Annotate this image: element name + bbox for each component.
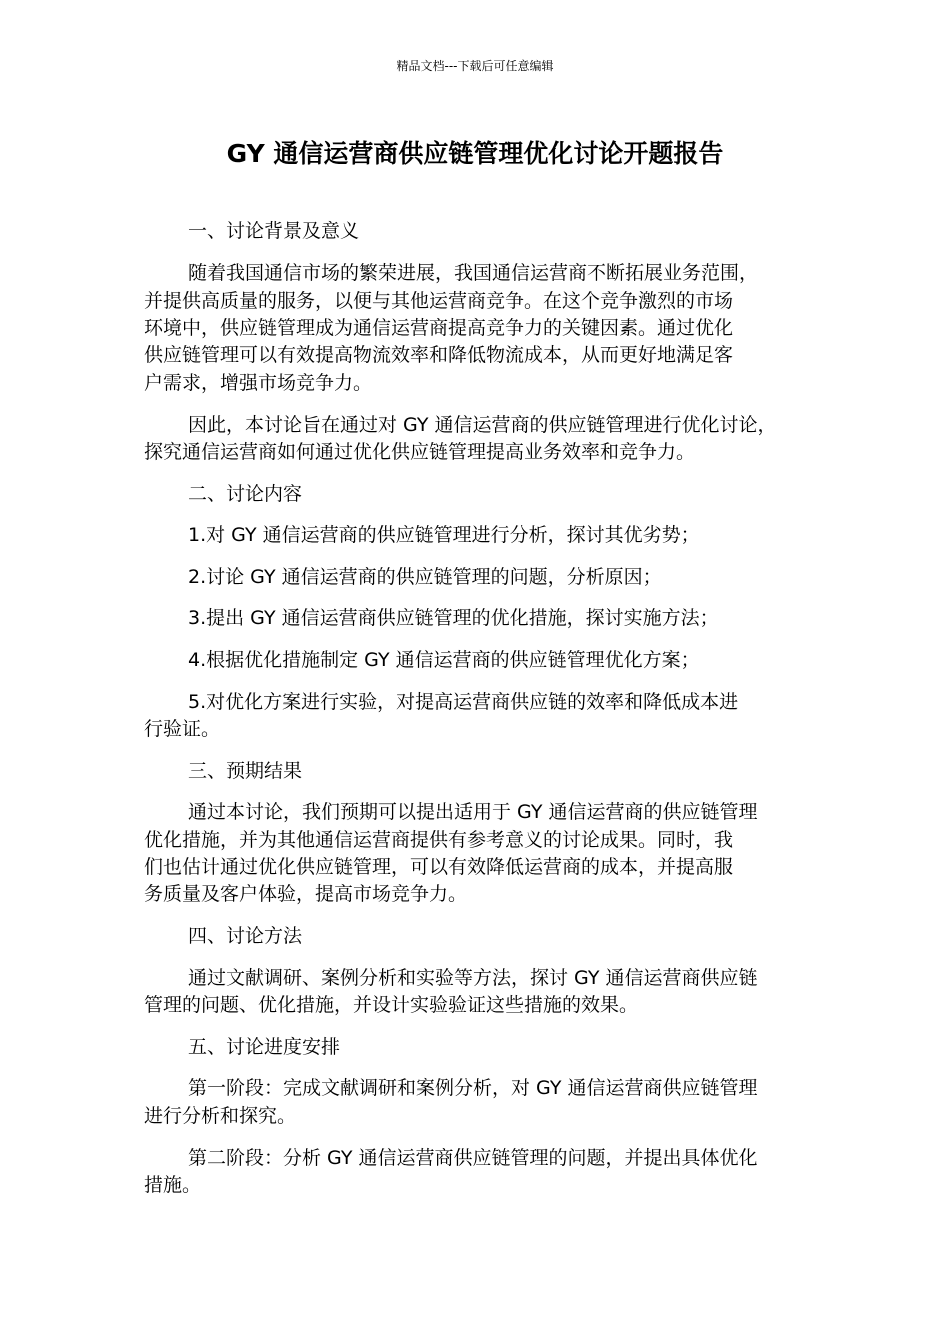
paragraph-line: 们也估计通过优化供应链管理，可以有效降低运营商的成本，并提高服	[144, 856, 734, 878]
document-title: GY 通信运营商供应链管理优化讨论开题报告	[226, 139, 724, 168]
paragraph-line: 户需求，增强市场竞争力。	[144, 372, 373, 394]
paragraph-line: 因此，本讨论旨在通过对 GY 通信运营商的供应链管理进行优化讨论，	[188, 414, 777, 436]
list-item: 行验证。	[144, 718, 221, 740]
list-item: 3.提出 GY 通信运营商供应链管理的优化措施，探讨实施方法；	[188, 607, 719, 629]
page-header: 精品文档---下载后可任意编辑	[396, 59, 554, 73]
paragraph-line: 第一阶段：完成文献调研和案例分析，对 GY 通信运营商供应链管理	[188, 1077, 758, 1099]
paragraph-line: 优化措施，并为其他通信运营商提供有参考意义的讨论成果。同时，我	[144, 829, 734, 851]
section-heading: 五、讨论进度安排	[188, 1036, 341, 1058]
paragraph-line: 措施。	[144, 1174, 202, 1196]
section-heading: 四、讨论方法	[188, 925, 303, 947]
section-heading: 二、讨论内容	[188, 483, 303, 505]
section-heading: 三、预期结果	[188, 760, 303, 782]
paragraph-line: 通过本讨论，我们预期可以提出适用于 GY 通信运营商的供应链管理	[188, 801, 758, 823]
list-item: 5.对优化方案进行实验，对提高运营商供应链的效率和降低成本进	[188, 691, 739, 713]
section-heading: 一、讨论背景及意义	[188, 220, 360, 242]
paragraph-line: 进行分析和探究。	[144, 1105, 297, 1127]
paragraph-line: 通过文献调研、案例分析和实验等方法，探讨 GY 通信运营商供应链	[188, 967, 758, 989]
list-item: 4.根据优化措施制定 GY 通信运营商的供应链管理优化方案；	[188, 649, 700, 671]
paragraph-line: 供应链管理可以有效提高物流效率和降低物流成本，从而更好地满足客	[144, 344, 734, 366]
paragraph-line: 务质量及客户体验，提高市场竞争力。	[144, 883, 468, 905]
paragraph-line: 探究通信运营商如何通过优化供应链管理提高业务效率和竞争力。	[144, 441, 696, 463]
paragraph-line: 第二阶段：分析 GY 通信运营商供应链管理的问题，并提出具体优化	[188, 1147, 758, 1169]
paragraph-line: 随着我国通信市场的繁荣进展，我国通信运营商不断拓展业务范围，	[188, 262, 759, 284]
paragraph-line: 并提供高质量的服务，以便与其他运营商竞争。在这个竞争激烈的市场	[144, 290, 734, 312]
list-item: 2.讨论 GY 通信运营商的供应链管理的问题，分析原因；	[188, 566, 662, 588]
paragraph-line: 管理的问题、优化措施，并设计实验验证这些措施的效果。	[144, 994, 639, 1016]
paragraph-line: 环境中，供应链管理成为通信运营商提高竞争力的关键因素。通过优化	[144, 317, 734, 339]
list-item: 1.对 GY 通信运营商的供应链管理进行分析，探讨其优劣势；	[188, 524, 700, 546]
